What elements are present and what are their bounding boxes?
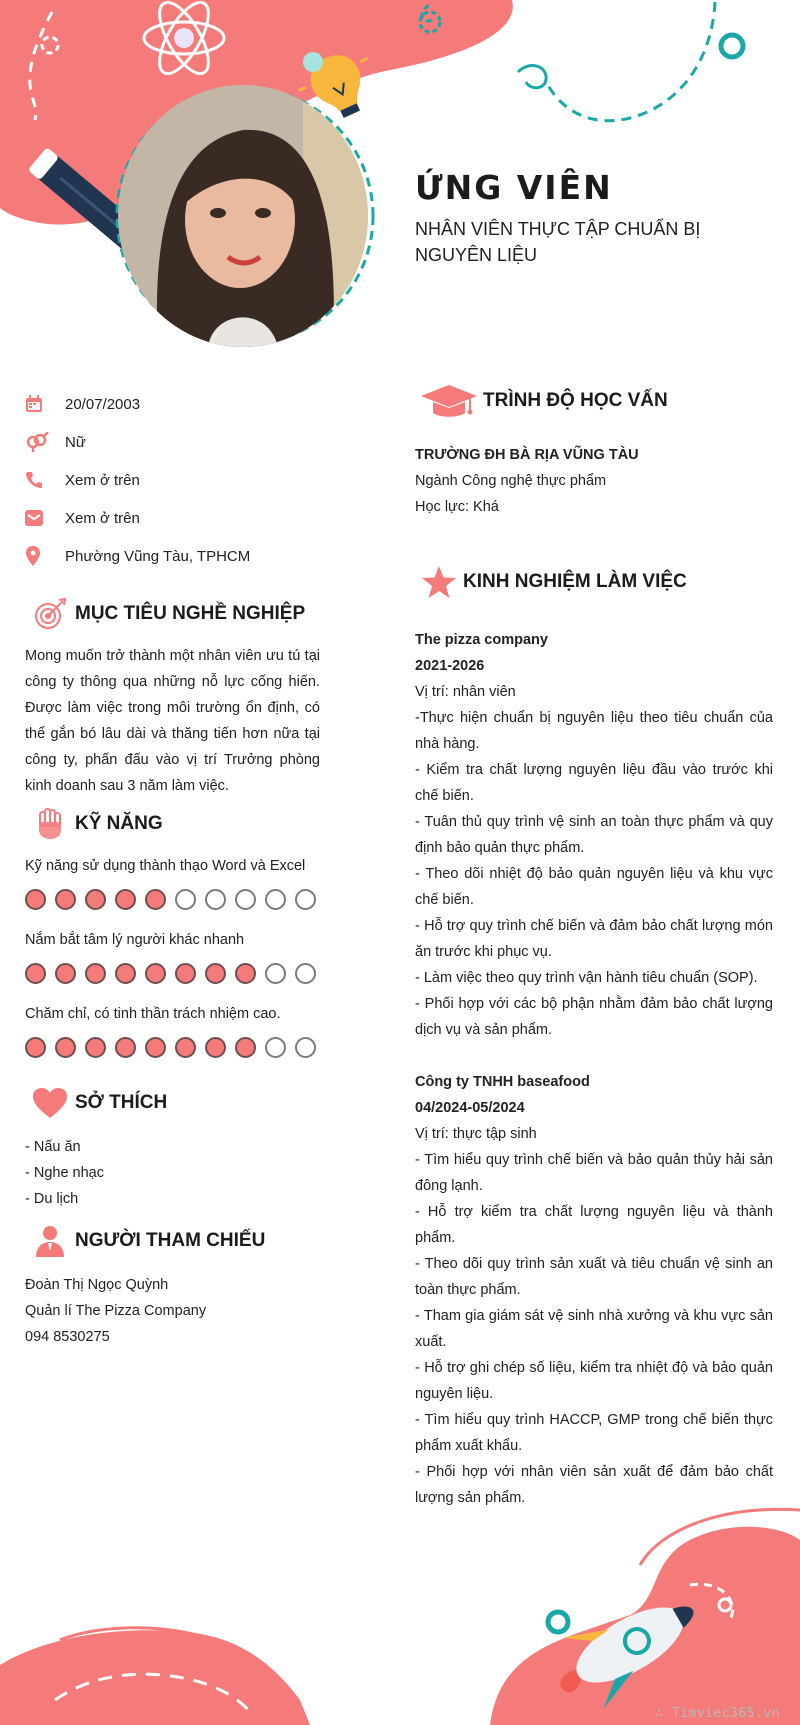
birthday-text: 20/07/2003 [65, 395, 141, 413]
job-duty: -Thực hiện chuẩn bị nguyên liệu theo tiêu chuẩn của nhà hàng. [415, 710, 773, 752]
contact-phone [25, 461, 325, 499]
hobby-item: - Nấu ăn [25, 1139, 81, 1155]
rating-dot-filled [115, 963, 136, 984]
reference-phone: 094 8530275 [25, 1329, 110, 1345]
watermark: ∴ Timviec365.vn [655, 1706, 780, 1721]
hobbies-heading [25, 1087, 167, 1119]
reference-position: Quản lí The Pizza Company [25, 1303, 207, 1319]
reference-title: NGƯỜI THAM CHIẾU [75, 1230, 266, 1251]
job-role: Vị trí: thực tập sinh [415, 1126, 537, 1142]
skill-rating [25, 1037, 316, 1058]
contact-gender [25, 423, 325, 461]
job-duty: - Phối hợp với nhân viên sản xuất để đảm bảo chất lượng sản phẩm. [415, 1464, 773, 1506]
objective-heading [25, 598, 305, 630]
skill-label: Chăm chỉ, có tinh thần trách nhiệm cao. [25, 1006, 281, 1022]
email-icon [25, 508, 65, 528]
education-details [415, 442, 773, 520]
experience-heading [415, 565, 687, 599]
heart-icon [25, 1087, 75, 1119]
rating-dot-empty [295, 1037, 316, 1058]
company-name: Công ty TNHH baseafood [415, 1074, 590, 1090]
school-name: TRƯỜNG ĐH BÀ RỊA VŨNG TÀU [415, 447, 639, 463]
reference-name: Đoàn Thị Ngọc Quỳnh [25, 1277, 169, 1293]
address-text: Phường Vũng Tàu, TPHCM [65, 547, 251, 565]
rating-dot-filled [115, 1037, 136, 1058]
rating-dot-filled [55, 963, 76, 984]
job-entry [415, 1069, 773, 1511]
job-entry [415, 627, 773, 1043]
job-duty: - Tìm hiểu quy trình HACCP, GMP trong chế biến thực phẩm xuất khẩu. [415, 1412, 773, 1454]
job-duty: - Tìm hiểu quy trình chế biến và bảo quản thủy hải sản đông lạnh. [415, 1152, 773, 1194]
phone-icon [25, 470, 65, 490]
major: Ngành Công nghệ thực phẩm [415, 473, 607, 489]
rating-dot-filled [25, 1037, 46, 1058]
rating-dot-filled [145, 889, 166, 910]
job-duty: - Tuân thủ quy trình vệ sinh an toàn thực phẩm và quy định bảo quản thực phẩm. [415, 814, 773, 856]
rating-dot-filled [85, 963, 106, 984]
rating-dot-filled [85, 1037, 106, 1058]
hobby-item: - Du lịch [25, 1191, 79, 1207]
skill-label: Kỹ năng sử dụng thành thạo Word và Excel [25, 858, 306, 874]
rating-dot-filled [235, 963, 256, 984]
rating-dot-filled [205, 1037, 226, 1058]
job-role: Vị trí: nhân viên [415, 684, 516, 700]
job-duty: - Hỗ trợ kiểm tra chất lượng nguyên liệu và thành phẩm. [415, 1204, 773, 1246]
contact-email [25, 499, 325, 537]
profile-photo [118, 85, 368, 347]
job-duty: - Theo dõi nhiệt độ bảo quản nguyên liệu và khu vực chế biến. [415, 866, 773, 908]
hobby-item: - Nghe nhạc [25, 1165, 104, 1181]
graduation-cap-icon [415, 383, 483, 419]
target-icon [25, 598, 75, 630]
calendar-icon [25, 394, 65, 414]
job-duty: - Kiểm tra chất lượng nguyên liệu đầu vào trước khi chế biến. [415, 762, 773, 804]
rating-dot-filled [175, 963, 196, 984]
contact-address [25, 537, 325, 575]
objective-text: Mong muốn trở thành một nhân viên ưu tú tại công ty thông qua những nỗ lực cống hiến. Được làm việc trong môi trường ổn định, có thể gắn bó lâu dài và thăng tiến hơn nữa tại công ty, phấn đấu vào vị trí Trưởng phòng kinh doanh sau 3 năm làm việc. [25, 648, 320, 794]
star-icon [415, 565, 463, 599]
job-duty: - Theo dõi quy trình sản xuất và tiêu chuẩn vệ sinh an toàn thực phẩm. [415, 1256, 773, 1298]
reference-heading [25, 1225, 265, 1257]
skill-rating [25, 889, 316, 910]
company-name: The pizza company [415, 632, 548, 648]
objective-title: MỤC TIÊU NGHỀ NGHIỆP [75, 603, 306, 624]
rating-dot-filled [145, 963, 166, 984]
skills-heading [25, 808, 163, 840]
rating-dot-filled [55, 889, 76, 910]
rating-dot-filled [25, 889, 46, 910]
job-duty: - Hỗ trợ quy trình chế biến và đảm bảo chất lượng món ăn trước khi phục vụ. [415, 918, 773, 960]
rating-dot-empty [265, 1037, 286, 1058]
hobbies-list [25, 1134, 104, 1212]
rating-dot-filled [235, 1037, 256, 1058]
rating-dot-filled [205, 963, 226, 984]
skill-rating [25, 963, 316, 984]
contact-info [25, 385, 325, 575]
rating-dot-filled [145, 1037, 166, 1058]
rating-dot-empty [175, 889, 196, 910]
skills-title: KỸ NĂNG [75, 813, 163, 834]
hobbies-title: SỞ THÍCH [75, 1092, 168, 1113]
education-heading [415, 383, 668, 419]
skill-label: Nắm bắt tâm lý người khác nhanh [25, 932, 245, 948]
job-period: 2021-2026 [415, 658, 485, 674]
rating-dot-filled [55, 1037, 76, 1058]
job-title: NHÂN VIÊN THỰC TẬP CHUẨN BỊ NGUYÊN LIỆU [415, 219, 701, 265]
rating-dot-filled [85, 889, 106, 910]
reference-details [25, 1272, 206, 1350]
gender-text: Nữ [65, 433, 86, 451]
email-text: Xem ở trên [65, 509, 140, 527]
education-title: TRÌNH ĐỘ HỌC VẤN [483, 390, 668, 411]
job-duty: - Làm việc theo quy trình vận hành tiêu chuẩn (SOP). [415, 970, 758, 986]
rating-dot-empty [295, 963, 316, 984]
grade: Học lực: Khá [415, 499, 499, 515]
rating-dot-empty [265, 889, 286, 910]
gender-icon [25, 432, 65, 452]
job-duty: - Phối hợp với các bộ phận nhằm đảm bảo chất lượng dịch vụ và sản phẩm. [415, 996, 773, 1038]
phone-text: Xem ở trên [65, 471, 140, 489]
rating-dot-filled [25, 963, 46, 984]
rating-dot-empty [265, 963, 286, 984]
job-duty: - Hỗ trợ ghi chép số liệu, kiểm tra nhiệt độ và bảo quản nguyên liệu. [415, 1360, 773, 1402]
rating-dot-empty [295, 889, 316, 910]
candidate-name: ỨNG VIÊN [415, 168, 613, 207]
rating-dot-filled [115, 889, 136, 910]
job-period: 04/2024-05/2024 [415, 1100, 525, 1116]
raised-fist-icon [25, 808, 75, 840]
job-duty: - Tham gia giám sát vệ sinh nhà xưởng và khu vực sản xuất. [415, 1308, 773, 1350]
person-icon [25, 1225, 75, 1257]
rating-dot-filled [175, 1037, 196, 1058]
rating-dot-empty [205, 889, 226, 910]
experience-list [415, 627, 773, 1511]
experience-title: KINH NGHIỆM LÀM VIỆC [463, 571, 687, 592]
rating-dot-empty [235, 889, 256, 910]
location-pin-icon [25, 546, 65, 566]
contact-birthday [25, 385, 325, 423]
